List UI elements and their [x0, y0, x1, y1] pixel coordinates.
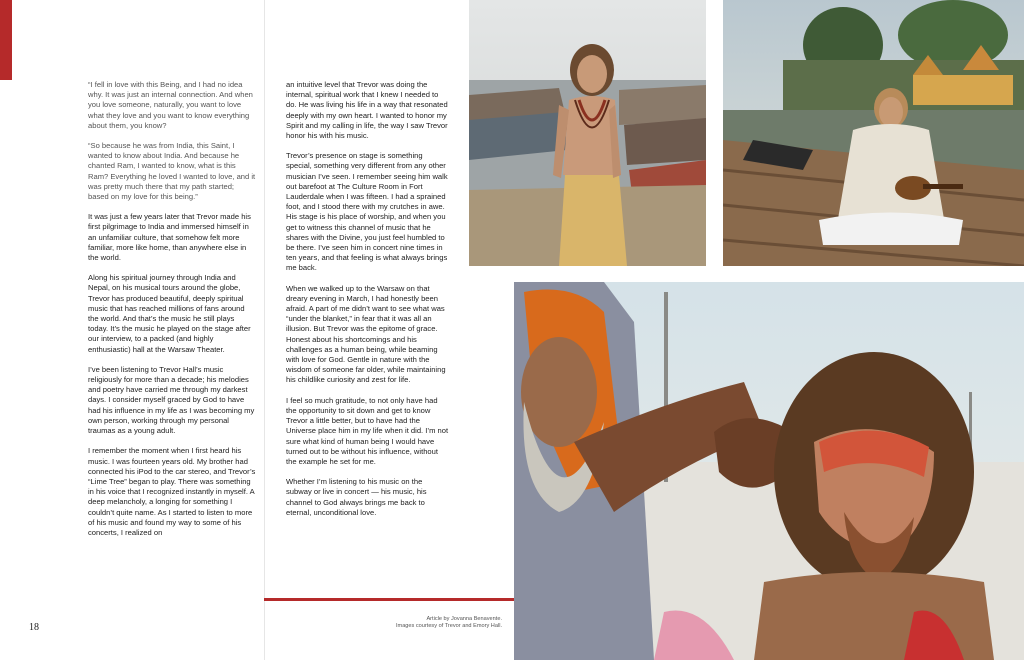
- body-paragraph: I feel so much gratitude, to not only have had the opportunity to sit down and get to know Trevor a little better, but to have had the Universe place him in my life when it did. I’m not sure what kind of human being I would have turned out to be without his influence, without the example he set for me.: [286, 395, 449, 466]
- photo-sadhu-blessing: [514, 282, 1024, 660]
- body-paragraph: I’ve been listening to Trevor Hall’s music religiously for more than a decade; his melodies and poetry have carried me through my darkest days. I consider myself graced by God to have had his influence in my life as I was becoming my own person, working through my personal traumas as a young adult.: [88, 364, 255, 436]
- page-number: 18: [29, 622, 39, 633]
- body-paragraph: an intuitive level that Trevor was doing the internal, spiritual work that I knew I needed to do. He was living his life in a way that resonated deeply with my own heart. I wanted to honor my Spirit and my calling in life, the way I saw Trevor honor his with his music.: [286, 80, 448, 141]
- page-accent-tab: [0, 0, 12, 80]
- body-paragraph: I remember the moment when I first heard his music. I was fourteen years old. My brother had connected his iPod to the car stereo, and Trevor’s “Lime Tree” began to play. There was something in his voice that I recognized instantly in myself. A deep melancholy, a longing for something I couldn’t quite name. As I started to listen to more of his music and found my way to some of his concerts, I realized on: [88, 446, 256, 537]
- article-column-2: [286, 80, 449, 528]
- credit-author: Article by Jovanna Benavente.: [426, 616, 502, 622]
- credit-images: Images courtesy of Trevor and Emory Hall.: [395, 623, 502, 630]
- article-column-1: [88, 80, 256, 548]
- photo-standing-man-riverbank: [469, 0, 706, 266]
- photo-guitarist-on-dock: [723, 0, 1024, 266]
- quote-paragraph: “So because he was from India, this Saint, I wanted to know about India. And because he chanted Ram, I wanted to know, what is this Ram? Everything he loved I wanted to love, and it was pretty much there that my path started; based on my love for this being.”: [88, 141, 256, 202]
- body-paragraph: Along his spiritual journey through India and Nepal, on his musical tours around the globe, Trevor has produced beautiful, deeply spiritual music that has reached millions of fans around the world. And that’s the music he still plays today. It’s the music he played on the stage after our interview, to a packed (and highly enthusiastic) hall at the Warsaw Theater.: [88, 273, 251, 354]
- footer-rule: [264, 598, 514, 601]
- body-paragraph: Whether I’m listening to his music on the subway or live in concert — his music, his channel to God always brings me back to eternal, unconditional love.: [286, 477, 427, 517]
- body-paragraph: Trevor’s presence on stage is something special, something very different from any other musician I’ve seen. I remember seeing him walk out barefoot at The Culture Room in Fort Lauderdale when I was fifteen. I had a sprained foot, and I stood there with my crutches in awe. His stage is his place of worship, and when you get to witness this channel of music that he shares with the Divine, you just feel humbled to be there. I’ve seen him in concert nine times in ten years, and that feeling is what always brings me back.: [286, 151, 448, 273]
- body-paragraph: When we walked up to the Warsaw on that dreary evening in March, I had honestly been afraid. A part of me didn’t want to see what was “under the blanket,” in fear that it was all an illusion. But Trevor was the epitome of grace. Honest about his shortcomings and his challenges as a human being, while beaming with love for God. Gentle in nature with the wisdom of someone far older, while maintaining his childlike curiosity and zest for life.: [286, 283, 446, 385]
- photo-credit: [330, 616, 502, 630]
- body-paragraph: It was just a few years later that Trevor made his first pilgrimage to India and immersed himself in an unfamiliar culture, that somehow felt more familiar, more like home, than anywhere else in the world.: [88, 212, 251, 263]
- page-fold: [264, 0, 265, 660]
- quote-paragraph: “I fell in love with this Being, and I had no idea why. It was just an internal connection. And when you love someone, naturally, you want to love what they love and you want to know everything about them, you know?: [88, 80, 253, 130]
